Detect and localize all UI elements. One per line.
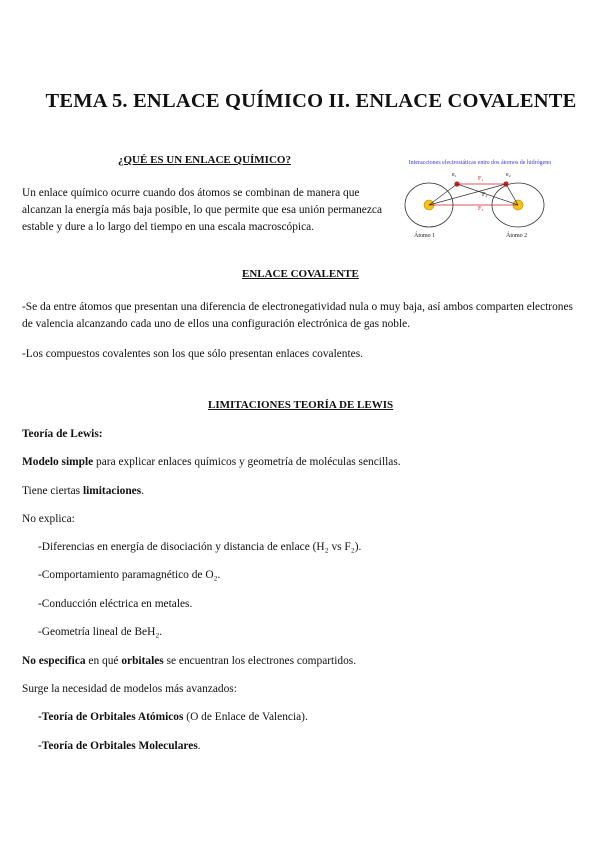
- text-modelo-rest: para explicar enlaces químicos y geometría de moléculas sencillas.: [93, 456, 401, 468]
- paragraph-definition: Un enlace químico ocurre cuando dos átomos se combinan de manera que alcanzan la energía más baja posible, lo que permite que esa unión permanezca estable y dure a lo largo del tiempo en una escala macroscópica.: [22, 187, 383, 233]
- subheading-teoria-lewis: Teoría de Lewis:: [22, 428, 103, 440]
- list-item: -Diferencias en energía de disociación y distancia de enlace (H₂ vs F₂).: [38, 541, 362, 553]
- text-limits-bold: limitaciones: [82, 485, 142, 497]
- label-f1: F₁: [478, 176, 484, 182]
- list-item-toa: [38, 709, 308, 726]
- section-heading-enlace-quimico: ¿QUÉ ES UN ENLACE QUÍMICO?: [118, 154, 291, 166]
- paragraph-no-especifica: [22, 653, 356, 670]
- list-item: -Conducción eléctrica en metales.: [38, 598, 193, 610]
- label-e2: e₂: [506, 172, 511, 178]
- list-item-tom: [38, 738, 201, 755]
- paragraph-necesidad: Surge la necesidad de modelos más avanzados:: [22, 683, 237, 695]
- text-orbitales: orbitales: [121, 655, 164, 667]
- list-item: -Comportamiento paramagnético de O₂.: [38, 569, 221, 581]
- label-f2: F₂: [482, 192, 488, 198]
- paragraph-modelo-simple: [22, 454, 401, 471]
- text-no-especifica: No especifica: [22, 655, 86, 667]
- text-tom-bold: -Teoría de Orbitales Moleculares: [38, 740, 198, 752]
- label-atom-2: Átomo 2: [506, 233, 528, 239]
- text-tom-rest: .: [197, 740, 201, 752]
- paragraph-covalente-2: -Los compuestos covalentes son los que sólo presentan enlaces covalentes.: [22, 348, 363, 360]
- page-title: TEMA 5. ENLACE QUÍMICO II. ENLACE COVALENTE: [45, 90, 577, 112]
- text-toa-rest: (O de Enlace de Valencia).: [183, 711, 308, 723]
- text-toa-bold: -Teoría de Orbitales Atómicos: [38, 711, 184, 723]
- list-item: -Geometría lineal de BeH₂.: [38, 626, 163, 638]
- text-spec-mid: en qué: [85, 655, 122, 667]
- text-limits-post: .: [141, 485, 145, 497]
- text-limits-pre: Tiene ciertas: [22, 485, 83, 497]
- label-e1: e₁: [452, 172, 457, 178]
- label-f3: F₃: [478, 206, 484, 212]
- text-modelo-simple: Modelo simple: [22, 456, 94, 468]
- line-e1-n2: [457, 184, 518, 205]
- section-heading-enlace-covalente: ENLACE COVALENTE: [242, 268, 359, 280]
- paragraph-limitaciones: [22, 483, 144, 500]
- paragraph-covalente-1: -Se da entre átomos que presentan una diferencia de electronegatividad nula o muy baja, así ambos comparten electrones de valencia alcanzando cada uno de ellos una configuración electrónica de gas noble.: [22, 301, 573, 330]
- paragraph-no-explica: No explica:: [22, 513, 75, 525]
- label-atom-1: Átomo 1: [414, 233, 436, 239]
- line-e2-n1: [429, 184, 506, 205]
- hydrogen-interaction-diagram: [400, 160, 560, 246]
- text-spec-rest: se encuentran los electrones compartidos.: [163, 655, 357, 667]
- section-heading-limitaciones: LIMITACIONES TEORÍA DE LEWIS: [208, 399, 394, 411]
- diagram-caption: Interacciones electrostáticas entre dos átomos de hidrógeno: [408, 160, 552, 166]
